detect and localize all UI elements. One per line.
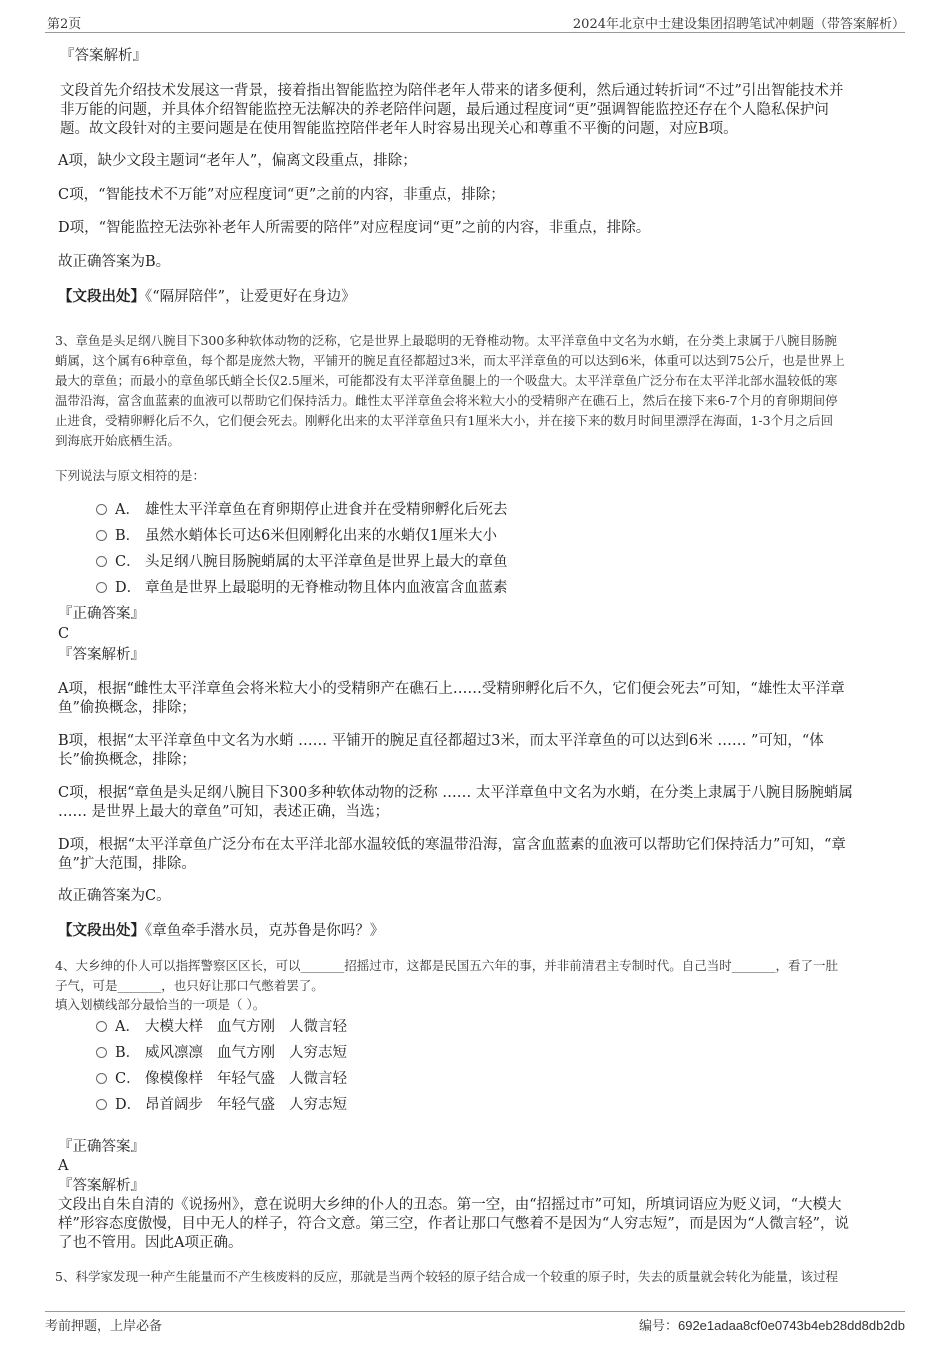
q4-passage-line: 4、大乡绅的仆人可以指挥警察区区长，可以_______招摇过市，这都是民国五六年的事，并非前清君主专制时代。自己当时_______，看了一肚 (55, 958, 838, 973)
q3-option-d[interactable]: D． 章鱼是世界上最聪明的无脊椎动物且体内血液富含血蓝素 (96, 578, 508, 598)
radio-icon[interactable] (96, 582, 107, 593)
q2-analysis-line: 题。故文段针对的主要问题是在使用智能监控陪伴老年人时容易出现关心和尊重不平衡的问题，对应B项。 (60, 121, 738, 137)
q2-analysis-label: 『答案解析』 (60, 48, 147, 64)
q3-source-title: 《章鱼牵手潜水员，克苏鲁是你吗？》 (145, 923, 385, 939)
q4-option-c[interactable]: C． 像模像样 年轻气盛 人微言轻 (96, 1069, 347, 1089)
radio-icon[interactable] (96, 504, 107, 515)
q3-passage-line: 最大的章鱼；而最小的章鱼邬氏蛸全长仅2.5厘米，可能都没有太平洋章鱼腿上的一个吸盘大。太平洋章鱼广泛分布在太平洋北部水温较低的寒 (55, 373, 838, 388)
q2-source-label: 【文段出处】 (58, 288, 145, 305)
q3-option-a[interactable]: A． 雄性太平洋章鱼在育卵期停止进食并在受精卵孵化后死去 (96, 500, 508, 520)
q4-analysis-line: 了也不管用。因此A项正确。 (58, 1235, 243, 1251)
radio-icon[interactable] (96, 1099, 107, 1110)
q3-passage-line: 温带沿海，富含血蓝素的血液可以帮助它们保持活力。雌性太平洋章鱼会将米粒大小的受精卵产在礁石上，然后在接下来6-7个月的育卵期间停 (55, 393, 838, 408)
q2-source (58, 287, 356, 307)
q4-option-b[interactable]: B． 威风凛凛 血气方刚 人穷志短 (96, 1043, 347, 1063)
q4-analysis (58, 1196, 903, 1253)
q3-source-label: 【文段出处】 (58, 922, 145, 939)
q4-answer: A (58, 1158, 69, 1174)
q4-option-a[interactable]: A． 大模大样 血气方刚 人微言轻 (96, 1017, 347, 1037)
q3-analysis-d: D项，根据“太平洋章鱼广泛分布在太平洋北部水温较低的寒温带沿海，富含血蓝素的血液可以帮助它们保持活力”可知，“章 鱼”扩大范围，排除。 (58, 837, 846, 872)
q3-answer-label: 『正确答案』 (58, 606, 145, 622)
q2-option-a-analysis: A项，缺少文段主题词“老年人”，偏离文段重点，排除； (58, 153, 417, 169)
q3-passage-line: 到海底开始底栖生活。 (55, 433, 181, 448)
q2-analysis (60, 82, 900, 139)
footer-slogan: 考前押题，上岸必备 (45, 1319, 163, 1334)
q4-option-d[interactable]: D． 昂首阔步 年轻气盛 人穷志短 (96, 1095, 347, 1115)
q5-passage-line: 5、科学家发现一种产生能量而不产生核废料的反应，那就是当两个较轻的原子结合成一个较重的原子时，失去的质量就会转化为能量，该过程 (55, 1269, 838, 1284)
q2-analysis-line: 文段首先介绍技术发展这一背景，接着指出智能监控为陪伴老年人带来的诸多便利，然后通过转折词“不过”引出智能技术并 (60, 83, 844, 99)
q3-passage-line: 止进食，受精卵孵化后不久，它们便会死去。刚孵化出来的太平洋章鱼只有1厘米大小，并在接下来的数月时间里漂浮在海面，1-3个月之后回 (55, 413, 834, 428)
q3-passage (55, 331, 900, 451)
q3-option-c[interactable]: C． 头足纲八腕目肠腕蛸属的太平洋章鱼是世界上最大的章鱼 (96, 552, 508, 572)
q3-analysis-c: C项，根据“章鱼是头足纲八腕目下300多种软体动物的泛称 …… 太平洋章鱼中文名为水蛸，在分类上隶属于八腕目肠腕蛸属 …… 是世界上最大的章鱼”可知，表述正确，当选； (58, 785, 853, 820)
page-footer (45, 1311, 905, 1332)
radio-icon[interactable] (96, 1047, 107, 1058)
q3-source (58, 921, 384, 941)
radio-icon[interactable] (96, 1073, 107, 1084)
radio-icon[interactable] (96, 1021, 107, 1032)
q3-analysis-label: 『答案解析』 (58, 647, 145, 663)
q3-passage-line: 3、章鱼是头足纲八腕目下300多种软体动物的泛称，它是世界上最聪明的无脊椎动物。太平洋章鱼中文名为水蛸，在分类上隶属于八腕目肠腕 (55, 333, 837, 348)
q2-option-c-analysis: C项，“智能技术不万能”对应程度词“更”之前的内容，非重点，排除； (58, 187, 505, 203)
q3-analysis-a: A项，根据“雌性太平洋章鱼会将米粒大小的受精卵产在礁石上……受精卵孵化后不久，它们便会死去”可知，“雄性太平洋章 鱼”偷换概念，排除； (58, 681, 845, 716)
q4-passage-line: 子气，可是_______，也只好让那口气憋着罢了。 (55, 978, 324, 993)
q4-analysis-label: 『答案解析』 (58, 1178, 145, 1194)
q4-prompt: 填入划横线部分最恰当的一项是（ ）。 (55, 997, 266, 1012)
q4-analysis-line: 文段出自朱自清的《说扬州》，意在说明大乡绅的仆人的丑态。第一空，由“招摇过市”可知，所填词语应为贬义词，“大模大 (58, 1197, 842, 1213)
page-number: 第2页 (47, 17, 82, 32)
q3-option-b[interactable]: B． 虽然水蛸体长可达6米但刚孵化出来的水蛸仅1厘米大小 (96, 526, 497, 546)
q3-analysis-b: B项，根据“太平洋章鱼中文名为水蛸 …… 平铺开的腕足直径都超过3米，而太平洋章鱼的可以达到6米 …… ”可知，“体 长”偷换概念，排除； (58, 733, 824, 768)
q4-analysis-line: 样”形容态度傲慢，目中无人的样子，符合文意。第三空，作者让那口气憋着不是因为“人穷志短”，而是因为“人微言轻”，说 (58, 1216, 850, 1232)
radio-icon[interactable] (96, 556, 107, 567)
radio-icon[interactable] (96, 530, 107, 541)
q2-source-title: 《“隔屏陪伴”，让爱更好在身边》 (145, 289, 356, 305)
q4-answer-label: 『正确答案』 (58, 1139, 145, 1155)
page-header (45, 10, 905, 33)
q3-prompt: 下列说法与原文相符的是： (55, 468, 206, 483)
q2-analysis-line: 非万能的问题，并具体介绍智能监控无法解决的养老陪伴问题，最后通过程度词“更”强调智能监控还存在个人隐私保护问 (60, 102, 829, 118)
q3-conclusion: 故正确答案为C。 (58, 888, 171, 904)
q4-passage (55, 956, 900, 996)
q3-passage-line: 蛸属，这个属有6种章鱼，每个都是庞然大物，平铺开的腕足直径都超过3米，而太平洋章鱼的可以达到6米，体重可以达到75公斤，也是世界上 (55, 353, 845, 368)
document-title: 2024年北京中士建设集团招聘笔试冲刺题（带答案解析） (572, 17, 905, 32)
footer-serial: 编号：692e1adaa8cf0e0743b4eb28dd8db2db (638, 1318, 905, 1334)
q3-answer: C (58, 626, 70, 642)
q2-conclusion: 故正确答案为B。 (58, 254, 171, 270)
q2-option-d-analysis: D项，“智能监控无法弥补老年人所需要的陪伴”对应程度词“更”之前的内容，非重点，排除。 (58, 220, 651, 236)
